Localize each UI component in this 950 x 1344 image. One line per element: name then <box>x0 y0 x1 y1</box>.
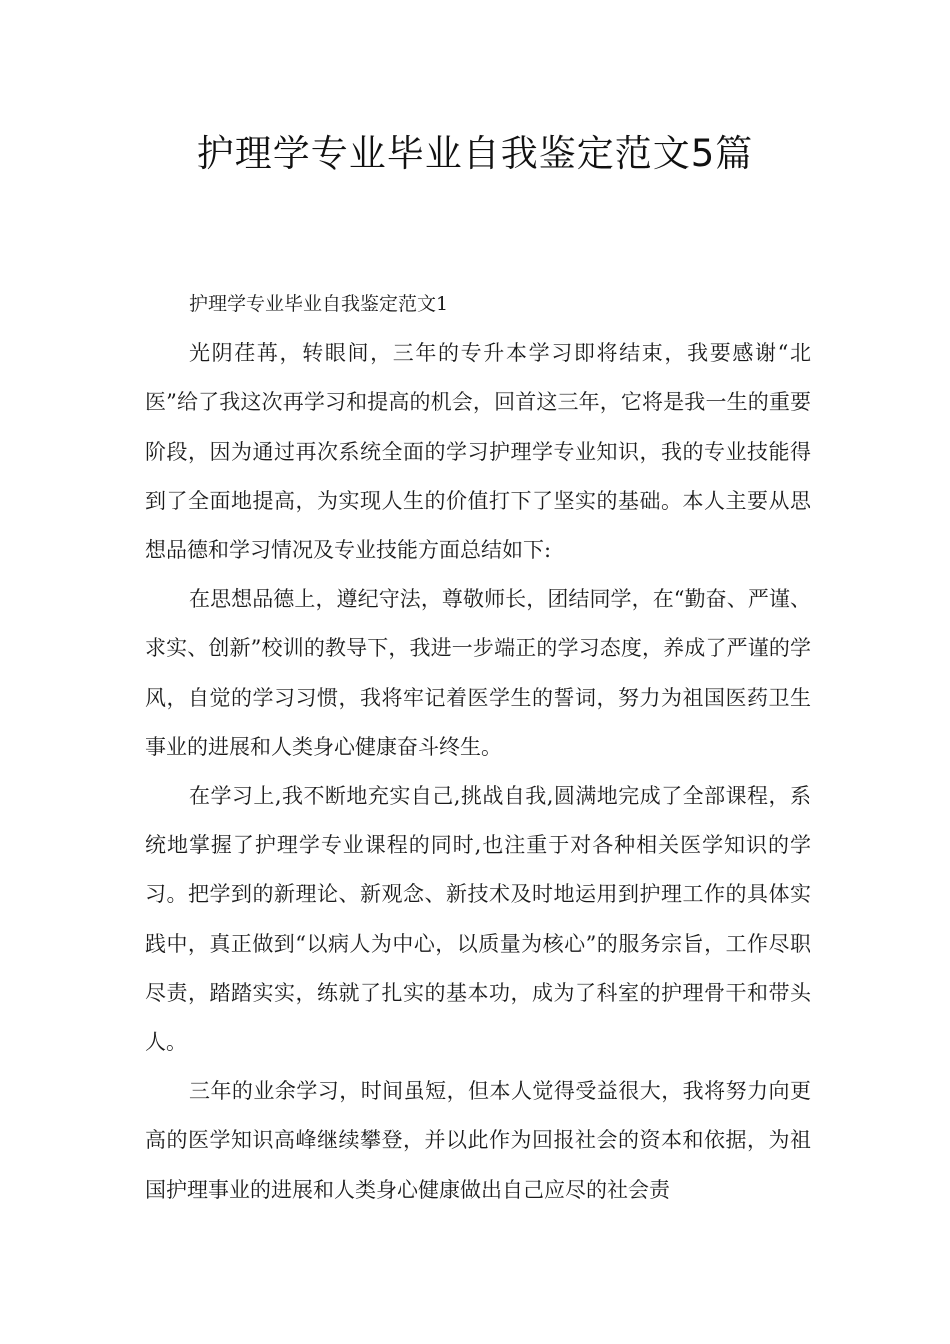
paragraph-moral-character: 在思想品德上，遵纪守法，尊敬师长，团结同学，在“勤奋、严谨、求实、创新”校训的教导下，我进一步端正的学习态度，养成了严谨的学风，自觉的学习习惯，我将牢记着医学生的誓词，努力为祖国医药卫生事业的进展和人类身心健康奋斗终生。 <box>145 587 811 759</box>
paragraph-study: 在学习上,我不断地充实自己,挑战自我,圆满地完成了全部课程，系统地掌握了护理学专业课程的同时,也注重于对各种相关医学知识的学习。把学到的新理论、新观念、新技术及时地运用到护理工作的具体实践中，真正做到“以病人为中心，以质量为核心”的服务宗旨，工作尽职尽责，踏踏实实，练就了扎实的基本功，成为了科室的护理骨干和带头人。 <box>145 784 811 1055</box>
paragraph-intro: 光阴荏苒，转眼间，三年的专升本学习即将结束，我要感谢“北医”给了我这次再学习和提高的机会，回首这三年，它将是我一生的重要阶段，因为通过再次系统全面的学习护理学专业知识，我的专业技能得到了全面地提高，为实现人生的价值打下了坚实的基础。本人主要从思想品德和学习情况及专业技能方面总结如下: <box>145 341 811 563</box>
section-heading: 护理学专业毕业自我鉴定范文1 <box>189 293 449 315</box>
document-body <box>145 280 811 1215</box>
document-title: 护理学专业毕业自我鉴定范文5篇 <box>196 132 754 175</box>
paragraph-conclusion: 三年的业余学习，时间虽短，但本人觉得受益很大，我将努力向更高的医学知识高峰继续攀登，并以此作为回报社会的资本和依据，为祖国护理事业的进展和人类身心健康做出自己应尽的社会责 <box>145 1079 811 1202</box>
